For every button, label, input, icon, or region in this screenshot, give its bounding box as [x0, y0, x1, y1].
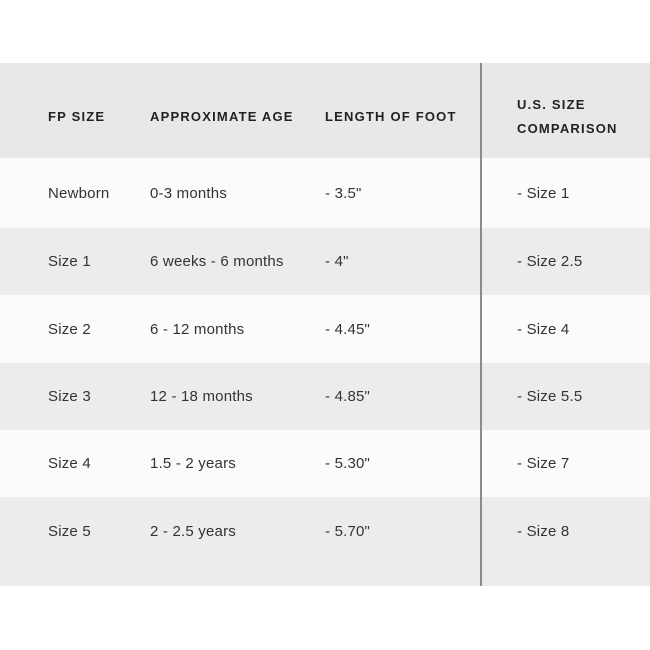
fp-size-value: Size 5	[48, 523, 91, 540]
foot-length-value: - 4.85"	[325, 388, 371, 405]
foot-length-value: - 4.45"	[325, 320, 371, 338]
foot-length-value: - 3.5"	[325, 184, 362, 202]
foot-length-value: - 4"	[325, 253, 349, 270]
us-size-value: - Size 1	[517, 184, 570, 202]
us-size-value: - Size 2.5	[517, 253, 583, 270]
column-header-us-size-comparison: U.S. SIZE COMPARISON	[517, 96, 618, 136]
age-value: 2 - 2.5 years	[150, 523, 236, 540]
fp-size-value: Size 4	[48, 455, 91, 472]
age-value: 6 weeks - 6 months	[150, 253, 284, 270]
size-chart-table	[0, 63, 650, 586]
table-row	[0, 497, 650, 586]
fp-size-value: Size 3	[48, 388, 91, 405]
age-value: 12 - 18 months	[150, 388, 253, 405]
table-row	[0, 158, 650, 228]
age-value: 6 - 12 months	[150, 320, 245, 338]
table-row	[0, 228, 650, 295]
us-size-value: - Size 7	[517, 455, 570, 472]
foot-length-value: - 5.30"	[325, 455, 371, 472]
column-header-fp-size: FP SIZE	[48, 108, 106, 124]
fp-size-value: Newborn	[48, 184, 110, 202]
us-size-value: - Size 4	[517, 320, 570, 338]
fp-size-value: Size 2	[48, 320, 91, 338]
foot-length-value: - 5.70"	[325, 523, 371, 540]
column-divider-line	[480, 63, 482, 586]
column-header-approximate-age: APPROXIMATE AGE	[150, 108, 294, 124]
fp-size-value: Size 1	[48, 253, 91, 270]
us-size-value: - Size 5.5	[517, 388, 583, 405]
age-value: 0-3 months	[150, 184, 228, 202]
table-row	[0, 363, 650, 430]
table-row	[0, 295, 650, 363]
table-header-row	[0, 63, 650, 158]
us-size-value: - Size 8	[517, 523, 570, 540]
age-value: 1.5 - 2 years	[150, 455, 236, 472]
column-header-length-of-foot: LENGTH OF FOOT	[325, 108, 457, 124]
table-row	[0, 430, 650, 497]
